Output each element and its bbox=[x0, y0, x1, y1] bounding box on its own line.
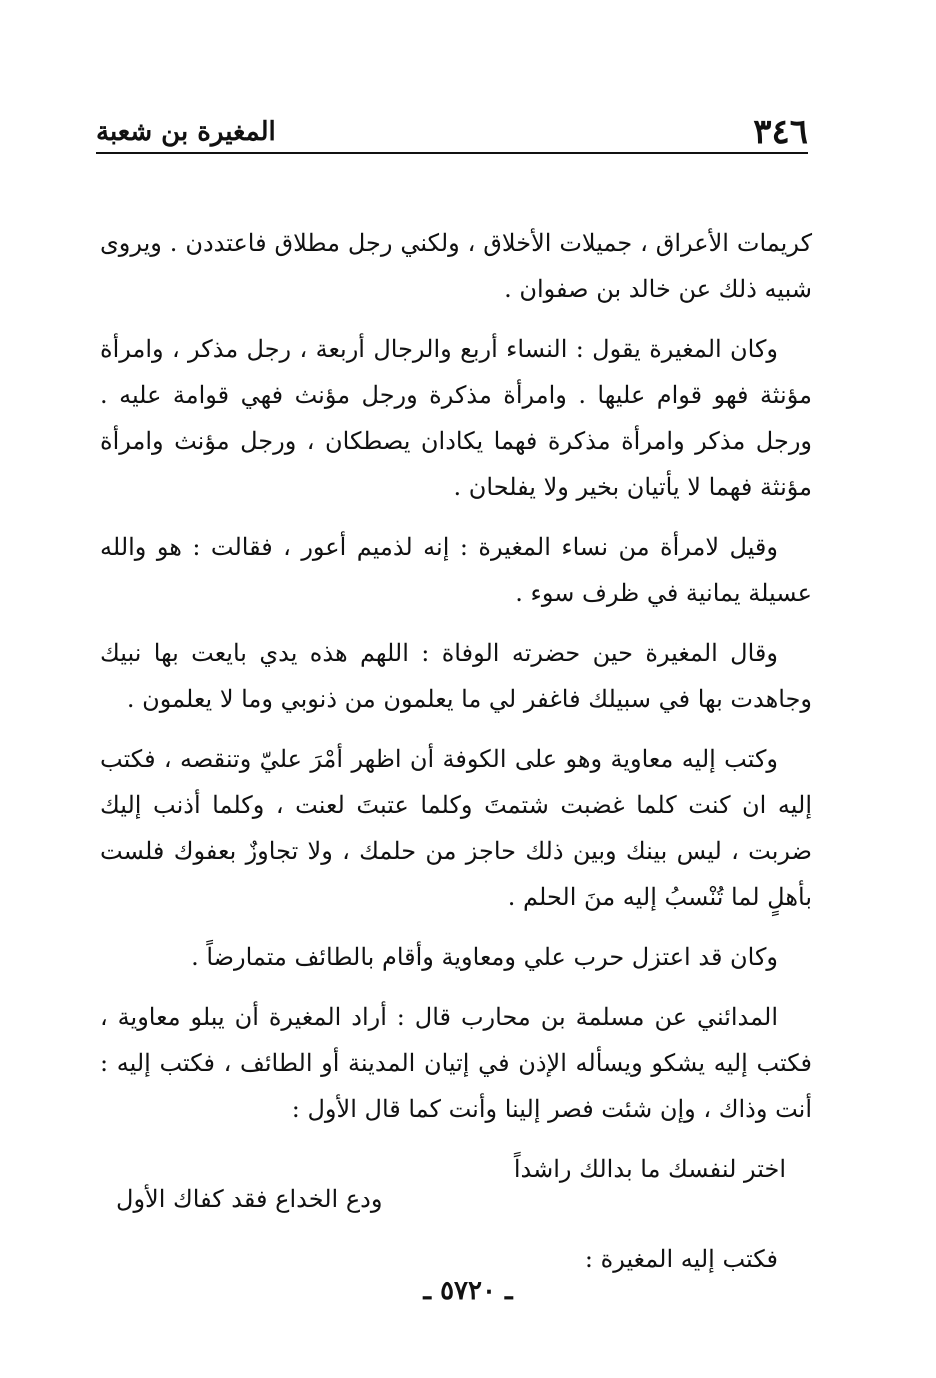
paragraph-2: وكان المغيرة يقول : النساء أربع والرجال أربعة ، رجل مذكر ، وامرأة مؤنثة فهو قوام عليها . وامرأة مذكرة ورجل مؤنث فهي قوامة عليه . ورجل مذكر وامرأة مذكرة فهما يكادان يصطكان ، ورجل مؤنث وامرأة مؤنثة فهما لا يأتيان بخير ولا يفلحان . bbox=[100, 335, 812, 501]
paragraph-6: وكان قد اعتزل حرب علي ومعاوية وأقام بالطائف متمارضاً . bbox=[191, 943, 778, 971]
page-body bbox=[100, 220, 812, 1296]
page-header bbox=[96, 110, 808, 154]
paragraph-1: كريمات الأعراق ، جميلات الأخلاق ، ولكني رجل مطلاق فاعتددن . ويروى شبيه ذلك عن خالد بن صفوان . bbox=[100, 229, 812, 303]
running-title: المغيرة بن شعبة bbox=[96, 117, 276, 147]
verse-hemistich-1: اختر لنفسك ما بدالك راشداً bbox=[513, 1155, 786, 1183]
verse-hemistich-2: ودع الخداع فقد كفاك الأول bbox=[116, 1185, 383, 1213]
paragraph-3: وقيل لامرأة من نساء المغيرة : إنه لذميم أعور ، فقالت : هو والله عسيلة يمانية في ظرف سوء . bbox=[100, 533, 812, 607]
header-page-number: ٣٤٦ bbox=[753, 112, 808, 152]
paragraph-7: المدائني عن مسلمة بن محارب قال : أراد المغيرة أن يبلو معاوية ، فكتب إليه يشكو ويسأله الإذن في إتيان المدينة أو الطائف ، فكتب إليه : أنت وذاك ، وإن شئت فصر إلينا وأنت كما قال الأول : bbox=[100, 1003, 812, 1123]
verse bbox=[116, 1146, 786, 1222]
paragraph-5: وكتب إليه معاوية وهو على الكوفة أن اظهر أمْرَ عليّ وتنقصه ، فكتب إليه ان كنت كلما غضبت شتمتَ وكلما عتبتَ لعنت ، وكلما أذنب إليك ضربت ، ليس بينك وبين ذلك حاجز من حلمك ، ولا تجاوزٌ بعفوك فلست بأهلٍ لما تُنْسبُ إليه منَ الحلم . bbox=[100, 745, 812, 911]
header-rule bbox=[96, 152, 808, 154]
footer-page-number: ـ ٥٧٢٠ ـ bbox=[423, 1276, 513, 1306]
paragraph-4: وقال المغيرة حين حضرته الوفاة : اللهم هذه يدي بايعت بها نبيك وجاهدت بها في سبيلك فاغفر لي ما يعلمون من ذنوبي وما لا يعلمون . bbox=[100, 639, 812, 713]
closing-line: فكتب إليه المغيرة : bbox=[584, 1245, 778, 1273]
